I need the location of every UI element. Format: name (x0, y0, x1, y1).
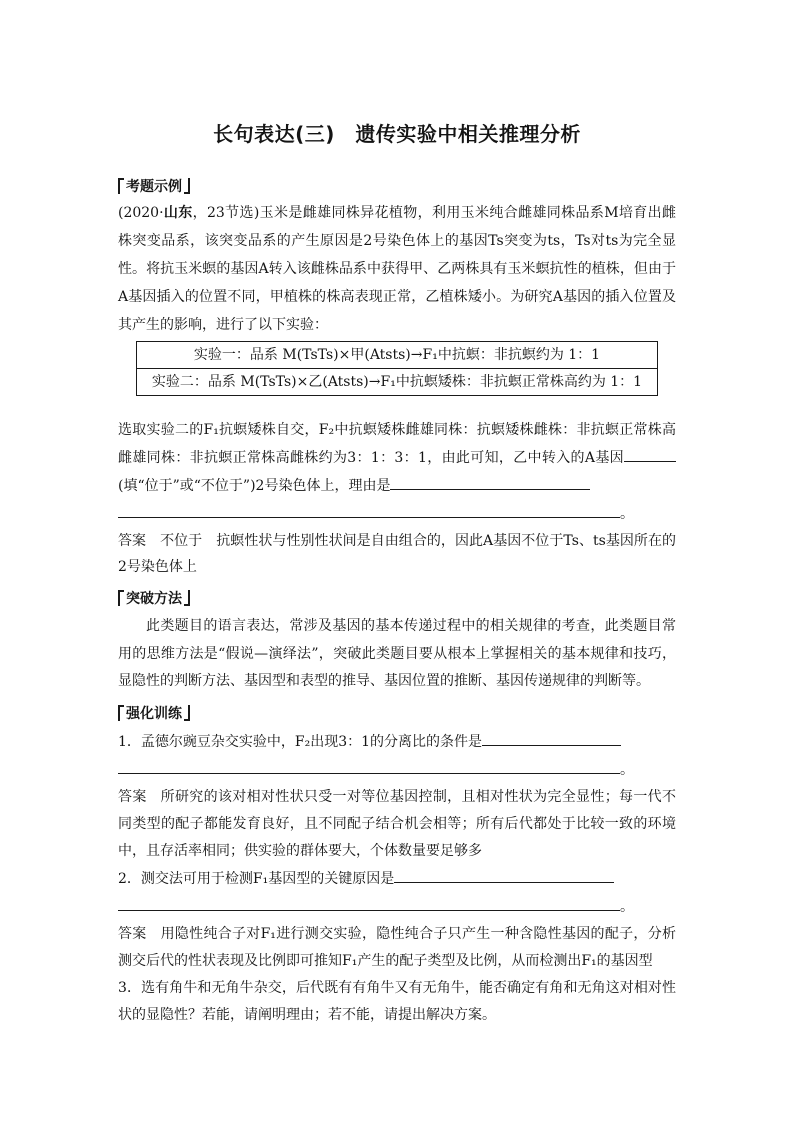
practice-question-1 (118, 728, 676, 756)
experiment-table (136, 341, 658, 396)
answer-label: 答案 (118, 533, 147, 549)
source-open: (2020· (118, 205, 164, 221)
answer-label: 答案 (118, 925, 147, 942)
heading-left-bracket (118, 178, 124, 194)
heading-right-bracket (184, 178, 190, 194)
page-title: 长句表达(三) 遗传实验中相关推理分析 (213, 122, 581, 146)
answer-blank (118, 896, 620, 911)
answer-blank-line (118, 500, 676, 528)
practice-question-2 (118, 865, 676, 893)
answer-blank-line (118, 756, 676, 784)
method-heading-label: 突破方法 (126, 590, 182, 607)
example-heading (118, 172, 676, 199)
answer-text: 用隐性纯合子对F₁进行测交实验，隐性纯合子只产生一种含隐性基因的配子，分析测交后代的性状表现及比例即可推知F₁产生的配子类型及比例，从而检测出F₁的基因型 (118, 925, 676, 969)
answer-blank (482, 731, 621, 746)
example-stem (118, 199, 676, 339)
answer-blank (390, 475, 590, 490)
example-heading-label: 考题示例 (126, 178, 182, 195)
experiment-row (137, 369, 658, 396)
method-heading (118, 584, 676, 611)
source-close: ，23节选) (192, 205, 260, 221)
answer-label: 答案 (118, 788, 147, 805)
answer-blank (118, 503, 620, 518)
example-question (118, 416, 676, 500)
experiment-row (137, 342, 658, 369)
practice-heading-label: 强化训练 (126, 706, 182, 722)
answer-text: 所研究的该对相对性状只受一对等位基因控制，且相对性状为完全显性；每一代不同类型的配子都能发育良好，且不同配子结合机会相等；所有后代都处于比较一致的环境中，且存活率相同；供实验的群体要大，个体数量要足够多 (118, 788, 677, 859)
end-mark: 。 (620, 898, 634, 915)
heading-left-bracket (118, 705, 124, 721)
answer-blank (624, 447, 676, 462)
end-mark: 。 (620, 506, 634, 522)
heading-right-bracket (184, 705, 190, 721)
stem-text: 玉米是雌雄同株异花植物，利用玉米纯合雌雄同株品系M培育出雌株突变品系，该突变品系的产生原因是2号染色体上的基因Ts突变为ts，Ts对ts为完全显性。将抗玉米螟的基因A转入该雌株品系中获得甲、乙两株具有玉米螟抗性的植株，但由于A基因插入的位置不同，甲植株的株高表现正常，乙植株矮小。为研究A基因的插入位置及其产生的影响，进行了以下实验： (118, 205, 676, 333)
experiment-one: 实验一：品系 M(TsTs)×甲(Atsts)→F₁中抗螟：非抗螟约为 1：1 (137, 342, 658, 369)
end-mark: 。 (620, 761, 634, 778)
heading-left-bracket (118, 590, 124, 606)
question-text: 1．孟德尔豌豆杂交实验中，F₂出现3：1的分离比的条件是 (118, 733, 483, 750)
example-answer (118, 528, 676, 580)
question-text: 2．测交法可用于检测F₁基因型的关键原因是 (118, 870, 395, 887)
answer-blank-line (118, 893, 676, 921)
answer-blank (394, 868, 614, 883)
practice-heading (118, 700, 676, 727)
question-text-after-blank: (填“位于”或“不位于”)2号染色体上，理由是 (118, 478, 391, 494)
answer-blank (118, 759, 620, 774)
practice-question-3: 3．选有角牛和无角牛杂交，后代既有有角牛又有无角牛，能否确定有角和无角这对相对性状的显隐性？若能，请阐明理由；若不能，请提出解决方案。 (118, 979, 676, 1023)
example-section (118, 172, 676, 580)
method-text: 此类题目的语言表达，常涉及基因的基本传递过程中的相关规律的考查，此类题目常用的思维方法是“假说—演绎法”，突破此类题目要从根本上掌握相关的基本规律和技巧，显隐性的判断方法、基因型和表型的推导、基因位置的推断、基因传递规律的判断等。 (118, 618, 676, 689)
practice-answer-2 (118, 921, 676, 975)
page-content (118, 118, 676, 1029)
answer-text: 不位于 抗螟性状与性别性状间是自由组合的，因此A基因不位于Ts、ts基因所在的2号染色体上 (118, 533, 676, 575)
practice-answer-1 (118, 784, 676, 865)
experiment-two: 实验二：品系 M(TsTs)×乙(Atsts)→F₁中抗螟矮株：非抗螟正常株高约为 1：1 (137, 369, 658, 396)
practice-section (118, 700, 676, 1029)
question-text-before-blank: 选取实验二的F₁抗螟矮株自交，F₂中抗螟矮株雌雄同株：抗螟矮株雌株：非抗螟正常株高雌雄同株：非抗螟正常株高雌株约为3：1：3：1，由此可知，乙中转入的A基因 (118, 422, 676, 466)
method-section (118, 584, 676, 696)
heading-right-bracket (184, 590, 190, 606)
source-province: 山东 (163, 205, 193, 221)
